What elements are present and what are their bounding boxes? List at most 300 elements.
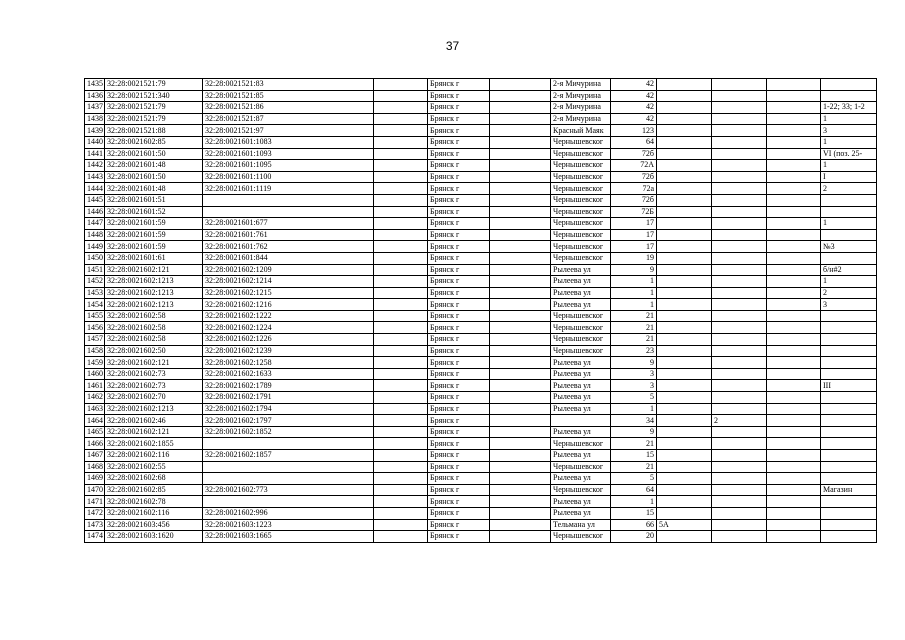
table-cell xyxy=(767,102,821,114)
table-cell xyxy=(821,322,877,334)
table-row xyxy=(85,299,877,311)
table-cell: 32:28:0021601:1100 xyxy=(203,171,374,183)
table-cell: 64 xyxy=(611,136,657,148)
table-cell: 5 xyxy=(611,392,657,404)
table-cell: Рылеева ул xyxy=(551,473,611,485)
table-cell xyxy=(490,171,551,183)
table-cell: №3 xyxy=(821,241,877,253)
table-cell: Тельмана ул xyxy=(551,519,611,531)
table-cell: Рылеева ул xyxy=(551,357,611,369)
table-cell xyxy=(767,380,821,392)
table-cell xyxy=(490,218,551,230)
table-cell: Брянск г xyxy=(428,507,490,519)
table-cell xyxy=(657,345,712,357)
table-row xyxy=(85,264,877,276)
table-cell xyxy=(657,136,712,148)
table-cell: Рылеева ул xyxy=(551,380,611,392)
table-cell: 21 xyxy=(611,461,657,473)
table-cell xyxy=(374,194,428,206)
table-cell: Брянск г xyxy=(428,102,490,114)
table-cell xyxy=(657,102,712,114)
table-cell xyxy=(490,252,551,264)
table-cell xyxy=(374,79,428,91)
table-cell: Чернышевског xyxy=(551,252,611,264)
table-cell: 32:28:0021602:1633 xyxy=(203,368,374,380)
table-cell xyxy=(374,125,428,137)
table-cell xyxy=(767,368,821,380)
table-cell: 1467 xyxy=(85,450,105,462)
table-cell xyxy=(712,276,767,288)
table-cell: Брянск г xyxy=(428,438,490,450)
table-cell xyxy=(374,102,428,114)
table-cell: 32:28:0021602:55 xyxy=(105,461,203,473)
table-cell xyxy=(374,438,428,450)
table-cell: 1436 xyxy=(85,90,105,102)
table-cell: Чернышевског xyxy=(551,194,611,206)
table-cell xyxy=(767,287,821,299)
table-cell xyxy=(374,531,428,543)
table-cell xyxy=(821,229,877,241)
table-cell xyxy=(712,438,767,450)
table-cell xyxy=(767,125,821,137)
table-cell: 1451 xyxy=(85,264,105,276)
table-cell xyxy=(821,450,877,462)
table-cell: Брянск г xyxy=(428,194,490,206)
table-cell xyxy=(767,484,821,496)
table-cell xyxy=(712,90,767,102)
table-cell: 32:28:0021602:1213 xyxy=(105,403,203,415)
table-cell: Рылеева ул xyxy=(551,496,611,508)
table-cell: Чернышевског xyxy=(551,438,611,450)
table-cell xyxy=(767,276,821,288)
table-cell xyxy=(712,241,767,253)
table-row xyxy=(85,310,877,322)
table-cell xyxy=(712,345,767,357)
table-cell xyxy=(374,113,428,125)
table-cell xyxy=(767,90,821,102)
table-cell: Чернышевског xyxy=(551,160,611,172)
table-cell xyxy=(374,148,428,160)
table-cell: Рылеева ул xyxy=(551,368,611,380)
table-cell: 32:28:0021601:61 xyxy=(105,252,203,264)
table-cell xyxy=(490,160,551,172)
table-cell: б/н#2 xyxy=(821,264,877,276)
table-cell: 1465 xyxy=(85,426,105,438)
table-cell xyxy=(821,426,877,438)
table-cell xyxy=(374,252,428,264)
table-cell: 72а xyxy=(611,183,657,195)
table-cell xyxy=(821,403,877,415)
table-cell xyxy=(657,310,712,322)
table-cell: I xyxy=(821,171,877,183)
table-cell: Брянск г xyxy=(428,368,490,380)
table-cell xyxy=(374,426,428,438)
table-cell xyxy=(551,415,611,427)
table-cell xyxy=(490,148,551,160)
table-cell xyxy=(712,125,767,137)
table-cell: Брянск г xyxy=(428,392,490,404)
table-cell: 32:28:0021603:1223 xyxy=(203,519,374,531)
table-cell: Рылеева ул xyxy=(551,264,611,276)
table-cell: 32:28:0021521:79 xyxy=(105,102,203,114)
table-cell xyxy=(821,496,877,508)
table-cell: 34 xyxy=(611,415,657,427)
table-cell xyxy=(767,252,821,264)
table-cell xyxy=(374,136,428,148)
table-cell: Брянск г xyxy=(428,299,490,311)
table-cell: Брянск г xyxy=(428,484,490,496)
table-cell xyxy=(490,473,551,485)
table-cell xyxy=(712,450,767,462)
table-cell xyxy=(657,415,712,427)
table-cell: Брянск г xyxy=(428,136,490,148)
table-cell: 1458 xyxy=(85,345,105,357)
table-cell: 1468 xyxy=(85,461,105,473)
table-cell xyxy=(657,450,712,462)
table-cell xyxy=(490,461,551,473)
table-cell xyxy=(374,403,428,415)
table-cell: Рылеева ул xyxy=(551,403,611,415)
table-cell xyxy=(490,334,551,346)
table-cell: 42 xyxy=(611,79,657,91)
table-cell: Брянск г xyxy=(428,531,490,543)
table-cell xyxy=(712,171,767,183)
table-cell: Чернышевског xyxy=(551,461,611,473)
table-cell xyxy=(712,507,767,519)
table-cell xyxy=(490,484,551,496)
table-row xyxy=(85,206,877,218)
table-cell xyxy=(490,380,551,392)
table-cell: 32:28:0021602:85 xyxy=(105,136,203,148)
table-cell xyxy=(767,345,821,357)
table-cell: 32:28:0021601:1093 xyxy=(203,148,374,160)
table-cell: Чернышевског xyxy=(551,484,611,496)
table-cell xyxy=(767,264,821,276)
table-cell xyxy=(712,160,767,172)
table-cell xyxy=(374,334,428,346)
table-cell xyxy=(490,125,551,137)
table-row xyxy=(85,252,877,264)
table-cell xyxy=(203,438,374,450)
table-cell: 32:28:0021602:1857 xyxy=(203,450,374,462)
table-cell xyxy=(821,194,877,206)
table-cell xyxy=(490,206,551,218)
table-cell: Брянск г xyxy=(428,415,490,427)
table-cell xyxy=(657,287,712,299)
table-cell xyxy=(712,496,767,508)
table-cell xyxy=(712,264,767,276)
table-cell xyxy=(490,241,551,253)
table-cell: Брянск г xyxy=(428,357,490,369)
table-row xyxy=(85,392,877,404)
table-cell: 1 xyxy=(611,496,657,508)
table-cell: 32:28:0021601:50 xyxy=(105,148,203,160)
table-cell xyxy=(490,229,551,241)
table-cell: Рылеева ул xyxy=(551,450,611,462)
table-row xyxy=(85,276,877,288)
table-cell xyxy=(767,415,821,427)
table-cell: 32:28:0021602:1213 xyxy=(105,287,203,299)
table-cell: 1447 xyxy=(85,218,105,230)
table-cell: 32:28:0021601:59 xyxy=(105,218,203,230)
table-cell: 32:28:0021521:97 xyxy=(203,125,374,137)
table-cell xyxy=(821,438,877,450)
table-cell xyxy=(712,183,767,195)
table-cell xyxy=(490,368,551,380)
table-cell xyxy=(821,392,877,404)
table-cell: Брянск г xyxy=(428,473,490,485)
table-cell: 1450 xyxy=(85,252,105,264)
table-cell xyxy=(767,461,821,473)
table-cell xyxy=(657,368,712,380)
table-cell: 32:28:0021602:1222 xyxy=(203,310,374,322)
table-cell xyxy=(712,136,767,148)
table-cell: Чернышевског xyxy=(551,310,611,322)
table-row xyxy=(85,183,877,195)
table-cell: 1453 xyxy=(85,287,105,299)
table-cell: 1464 xyxy=(85,415,105,427)
table-cell: 64 xyxy=(611,484,657,496)
table-cell xyxy=(821,79,877,91)
table-cell xyxy=(767,171,821,183)
table-cell xyxy=(490,496,551,508)
table-cell: 32:28:0021521:88 xyxy=(105,125,203,137)
table-cell: 32:28:0021521:79 xyxy=(105,113,203,125)
table-cell xyxy=(821,90,877,102)
table-cell: 32:28:0021602:1258 xyxy=(203,357,374,369)
table-cell: 21 xyxy=(611,310,657,322)
table-cell: Чернышевског xyxy=(551,322,611,334)
table-row xyxy=(85,484,877,496)
table-cell: 32:28:0021602:1852 xyxy=(203,426,374,438)
table-row xyxy=(85,368,877,380)
table-cell: 1452 xyxy=(85,276,105,288)
table-cell xyxy=(712,310,767,322)
table-row xyxy=(85,415,877,427)
table-cell: Брянск г xyxy=(428,183,490,195)
table-cell xyxy=(712,461,767,473)
table-cell xyxy=(374,276,428,288)
table-row xyxy=(85,287,877,299)
table-cell: 32:28:0021602:121 xyxy=(105,264,203,276)
table-cell: 2 xyxy=(821,287,877,299)
table-cell xyxy=(657,403,712,415)
table-cell: Брянск г xyxy=(428,148,490,160)
table-cell xyxy=(712,252,767,264)
table-cell: 15 xyxy=(611,507,657,519)
table-cell xyxy=(374,299,428,311)
table-cell: Брянск г xyxy=(428,229,490,241)
table-cell xyxy=(374,519,428,531)
table-cell: 2-я Мичурина xyxy=(551,113,611,125)
table-cell xyxy=(374,183,428,195)
table-cell: 9 xyxy=(611,264,657,276)
table-cell xyxy=(490,90,551,102)
table-cell: Брянск г xyxy=(428,206,490,218)
table-cell xyxy=(712,357,767,369)
table-cell xyxy=(490,264,551,276)
table-cell: Чернышевског xyxy=(551,171,611,183)
table-cell xyxy=(374,380,428,392)
table-row xyxy=(85,148,877,160)
table-cell: 32:28:0021602:116 xyxy=(105,507,203,519)
table-cell xyxy=(712,473,767,485)
table-cell: 32:28:0021601:50 xyxy=(105,171,203,183)
table-row xyxy=(85,531,877,543)
table-cell: Брянск г xyxy=(428,322,490,334)
table-cell: III xyxy=(821,380,877,392)
table-cell xyxy=(490,519,551,531)
table-cell xyxy=(374,264,428,276)
table-cell: Чернышевског xyxy=(551,345,611,357)
table-cell: 72б xyxy=(611,171,657,183)
table-cell xyxy=(374,310,428,322)
table-cell: Брянск г xyxy=(428,79,490,91)
table-cell: 5А xyxy=(657,519,712,531)
table-cell: 32:28:0021601:52 xyxy=(105,206,203,218)
table-cell xyxy=(657,183,712,195)
table-cell xyxy=(490,392,551,404)
table-cell: 1 xyxy=(821,218,877,230)
table-cell xyxy=(490,531,551,543)
table-cell xyxy=(657,438,712,450)
table-cell: 1442 xyxy=(85,160,105,172)
table-cell xyxy=(767,426,821,438)
table-cell xyxy=(821,357,877,369)
table-cell: Брянск г xyxy=(428,241,490,253)
table-cell: 1438 xyxy=(85,113,105,125)
table-cell xyxy=(657,426,712,438)
table-cell xyxy=(657,252,712,264)
table-cell xyxy=(821,531,877,543)
table-cell xyxy=(712,334,767,346)
table-cell xyxy=(712,194,767,206)
table-cell: 20 xyxy=(611,531,657,543)
table-cell: 32:28:0021602:1794 xyxy=(203,403,374,415)
table-cell xyxy=(657,206,712,218)
table-cell xyxy=(767,136,821,148)
table-cell xyxy=(490,276,551,288)
table-cell xyxy=(490,403,551,415)
table-cell: 32:28:0021601:51 xyxy=(105,194,203,206)
table-cell xyxy=(203,194,374,206)
register-table xyxy=(84,78,877,543)
table-cell xyxy=(657,507,712,519)
table-cell: Чернышевског xyxy=(551,334,611,346)
table-cell xyxy=(374,90,428,102)
table-cell xyxy=(374,392,428,404)
table-cell xyxy=(767,160,821,172)
table-cell: 2 xyxy=(821,183,877,195)
table-cell xyxy=(490,310,551,322)
table-cell xyxy=(374,473,428,485)
table-cell: 72б xyxy=(611,194,657,206)
table-cell: 123 xyxy=(611,125,657,137)
table-row xyxy=(85,461,877,473)
table-cell xyxy=(821,415,877,427)
table-cell xyxy=(767,450,821,462)
table-row xyxy=(85,438,877,450)
table-cell: 32:28:0021602:116 xyxy=(105,450,203,462)
table-cell xyxy=(374,357,428,369)
table-cell xyxy=(374,171,428,183)
table-cell: Чернышевског xyxy=(551,136,611,148)
table-cell: 21 xyxy=(611,334,657,346)
table-cell: 32:28:0021602:46 xyxy=(105,415,203,427)
table-cell xyxy=(490,287,551,299)
table-cell: 1456 xyxy=(85,322,105,334)
table-cell: 32:28:0021521:79 xyxy=(105,79,203,91)
table-row xyxy=(85,519,877,531)
table-cell xyxy=(374,229,428,241)
table-cell xyxy=(374,484,428,496)
table-cell xyxy=(712,102,767,114)
table-cell: 17 xyxy=(611,229,657,241)
table-cell: Брянск г xyxy=(428,426,490,438)
table-row xyxy=(85,334,877,346)
table-cell: Брянск г xyxy=(428,403,490,415)
table-cell: 32:28:0021602:1213 xyxy=(105,299,203,311)
table-cell: 32:28:0021602:85 xyxy=(105,484,203,496)
table-cell xyxy=(712,368,767,380)
table-cell xyxy=(657,90,712,102)
table-cell: 3 xyxy=(611,368,657,380)
table-cell: 1445 xyxy=(85,194,105,206)
table-cell xyxy=(657,299,712,311)
table-row xyxy=(85,125,877,137)
table-cell: Брянск г xyxy=(428,276,490,288)
table-cell xyxy=(657,380,712,392)
table-cell: Рылеева ул xyxy=(551,426,611,438)
table-cell: 1 xyxy=(611,403,657,415)
table-cell xyxy=(374,206,428,218)
table-cell xyxy=(374,461,428,473)
table-cell xyxy=(821,368,877,380)
table-cell xyxy=(767,310,821,322)
table-cell: 3 xyxy=(821,299,877,311)
table-row xyxy=(85,345,877,357)
table-cell: Чернышевског xyxy=(551,241,611,253)
table-cell: 32:28:0021601:48 xyxy=(105,183,203,195)
table-row xyxy=(85,113,877,125)
table-cell xyxy=(712,218,767,230)
table-cell xyxy=(374,345,428,357)
table-cell: Брянск г xyxy=(428,345,490,357)
table-cell: 5 xyxy=(611,473,657,485)
table-cell xyxy=(490,450,551,462)
table-row xyxy=(85,496,877,508)
table-cell: 32:28:0021601:844 xyxy=(203,252,374,264)
table-cell: 1474 xyxy=(85,531,105,543)
table-cell: 32:28:0021602:1855 xyxy=(105,438,203,450)
table-cell xyxy=(767,194,821,206)
table-cell: 32:28:0021602:73 xyxy=(105,380,203,392)
table-row xyxy=(85,229,877,241)
table-cell: 32:28:0021602:58 xyxy=(105,322,203,334)
table-cell: 1454 xyxy=(85,299,105,311)
table-cell: 17 xyxy=(611,241,657,253)
table-cell: 1470 xyxy=(85,484,105,496)
table-cell xyxy=(821,461,877,473)
table-cell xyxy=(374,160,428,172)
table-row xyxy=(85,241,877,253)
table-cell: 1463 xyxy=(85,403,105,415)
table-cell: 66 xyxy=(611,519,657,531)
table-cell xyxy=(203,461,374,473)
table-row xyxy=(85,171,877,183)
table-cell: Брянск г xyxy=(428,160,490,172)
table-cell xyxy=(657,473,712,485)
